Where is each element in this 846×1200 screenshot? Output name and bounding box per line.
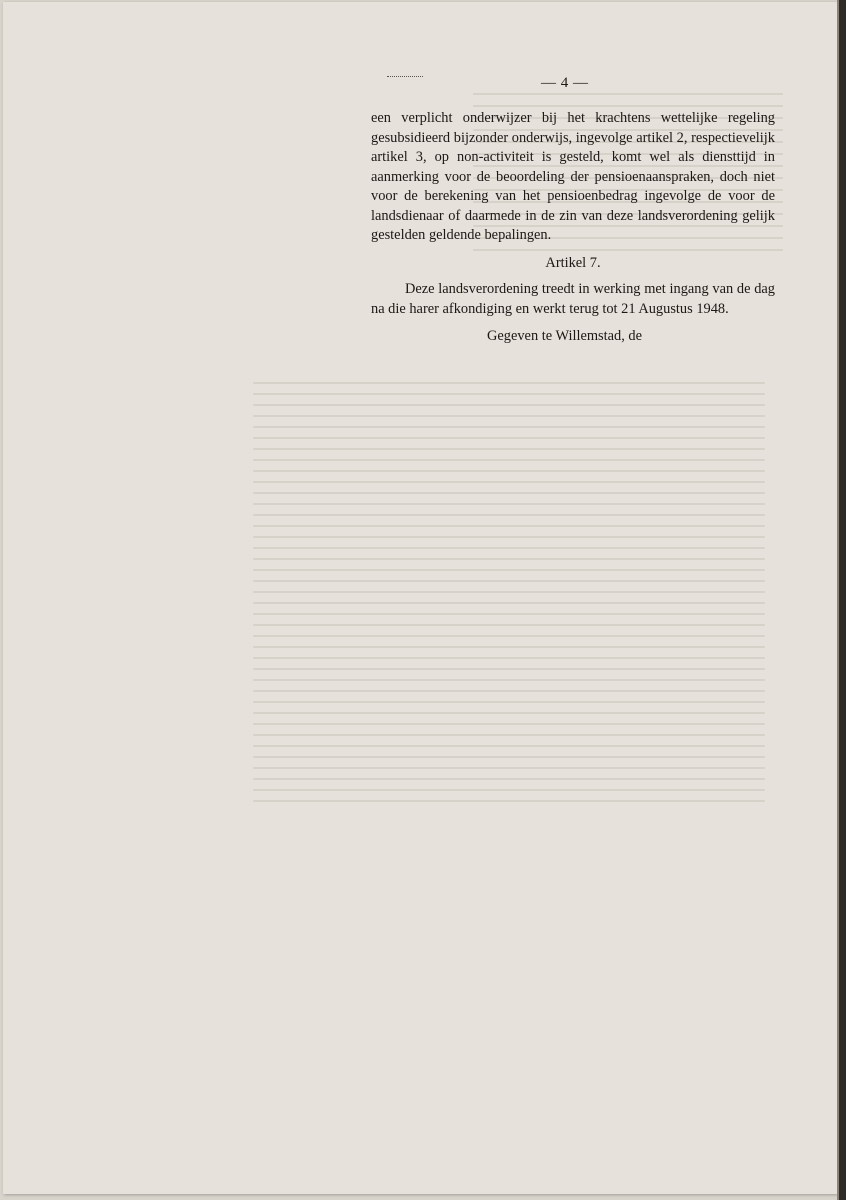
bleed-through-main <box>253 374 765 811</box>
continued-paragraph: een verplicht onderwijzer bij het krachtens wettelijke regeling gesubsidieerd bijzonder onderwijs, ingevolge artikel 2, respectievelijk artikel 3, op non-activiteit is gesteld, komt wel als diensttijd in aanmerking voor de beoordeling der pensioenaanspraken, doch niet voor de berekening van het pensioenbedrag ingevolge de voor de landsdienaar of daarmede in de zin van deze landsverordening gelijk gestelden geldende bepalingen. <box>371 110 775 243</box>
article-heading: Artikel 7. <box>545 254 601 271</box>
article-body: Deze landsverordening treedt in werking met ingang van de dag na die harer afkondiging en werkt terug tot 21 Augustus 1948. <box>371 281 775 317</box>
header-rule <box>387 76 423 78</box>
signing-place: Gegeven te Willemstad, de <box>487 328 643 344</box>
document-page <box>3 2 837 1194</box>
main-text-column <box>371 109 775 347</box>
scan-edge <box>837 0 846 1200</box>
page-number: — 4 — <box>541 75 589 91</box>
